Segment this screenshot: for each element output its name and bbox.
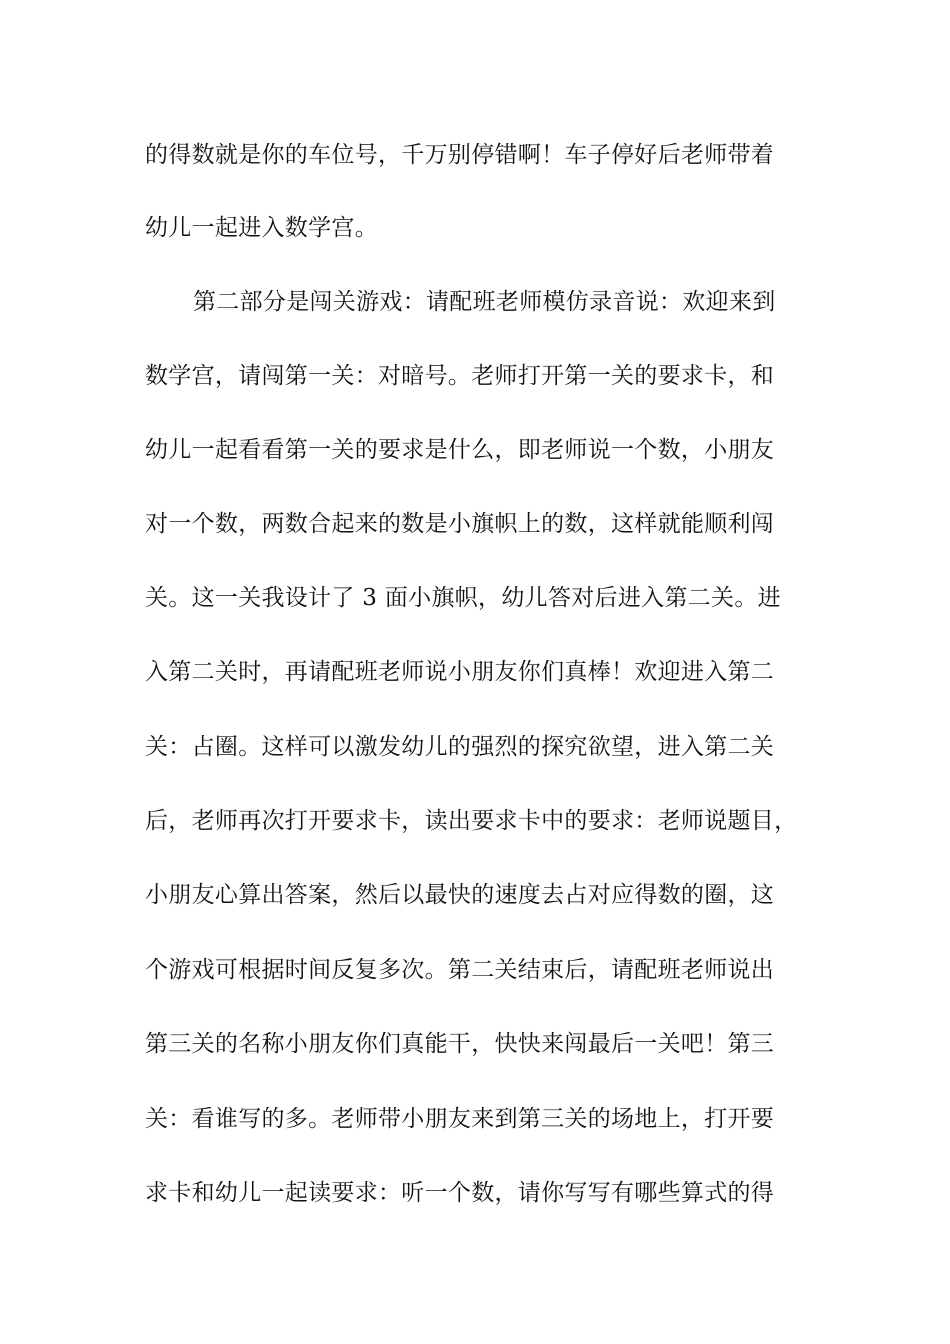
text-line-2: 幼儿一起进入数学宫。	[145, 215, 378, 241]
text-line-4: 数学宫，请闯第一关：对暗号。老师打开第一关的要求卡，和	[145, 363, 775, 389]
text-line-6: 对一个数，两数合起来的数是小旗帜上的数，这样就能顺利闯	[145, 511, 775, 537]
text-line-8: 入第二关时，再请配班老师说小朋友你们真棒！欢迎进入第二	[145, 659, 775, 685]
text-line-14: 关：看谁写的多。老师带小朋友来到第三关的场地上，打开要	[145, 1106, 775, 1132]
text-line-9: 关：占圈。这样可以激发幼儿的强烈的探究欲望，进入第二关	[145, 734, 775, 760]
text-line-13: 第三关的名称小朋友你们真能干，快快来闯最后一关吧！第三	[145, 1031, 775, 1057]
text-line-1: 的得数就是你的车位号，千万别停错啊！车子停好后老师带着	[145, 142, 775, 168]
text-line-10: 后，老师再次打开要求卡，读出要求卡中的要求：老师说题目，	[145, 808, 798, 834]
text-line-5: 幼儿一起看看第一关的要求是什么，即老师说一个数，小朋友	[145, 437, 775, 463]
text-line-15: 求卡和幼儿一起读要求：听一个数，请你写写有哪些算式的得	[145, 1180, 775, 1206]
text-line-11: 小朋友心算出答案，然后以最快的速度去占对应得数的圈，这	[145, 882, 775, 908]
text-line-3: 第二部分是闯关游戏：请配班老师模仿录音说：欢迎来到	[193, 289, 776, 315]
text-line-12: 个游戏可根据时间反复多次。第二关结束后，请配班老师说出	[145, 957, 775, 983]
text-line-7: 关。这一关我设计了 3 面小旗帜，幼儿答对后进入第二关。进	[145, 585, 781, 611]
